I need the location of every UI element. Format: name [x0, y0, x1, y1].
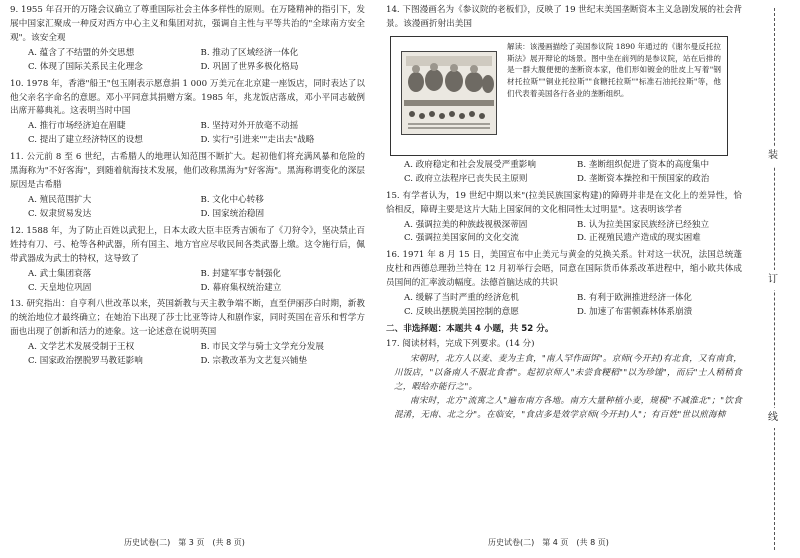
option-c: C. 强调拉美国家间的文化交流: [404, 233, 519, 244]
question-stem: 17. 阅读材料，完成下列要求。(14 分): [386, 338, 535, 349]
option-c: C. 反映出摆脱美国控制的意愿: [404, 307, 519, 318]
option-c: C. 天皇地位巩固: [28, 282, 92, 293]
option-a: A. 殖民范围扩大: [28, 194, 92, 205]
question-15: [386, 190, 742, 247]
option-c: C. 体现了国际关系民主化理念: [28, 61, 143, 72]
binding-char-zhuang: 装: [768, 146, 778, 166]
binding-margin: [752, 0, 792, 558]
option-d: D. 巩固了世界多极化格局: [200, 61, 299, 72]
option-d: D. 国家统治稳固: [200, 208, 265, 219]
option-c: C. 提出了建立经济特区的设想: [28, 135, 143, 146]
material-paragraph: 南宋时，北方"流寓之人"遍布南方各地。南方大量种植小麦，规模"不减淮北"；"饮食混淆，无南、北之分"。在临安，"食店多是效学京师(今开封)人"；有百姓"世以煎海柿: [394, 395, 742, 420]
question-stem: 9. 1955 年召开的万隆会议确立了尊重国际社会主体多样性的原则。在万隆精神的指引下，发展中国家汇聚成一种反对西方中心主义和集团对抗，强调自主性与平等共治的"全球南方安全观"。该安全观: [10, 5, 365, 43]
question-options: [404, 219, 742, 247]
option-b: B. 文化中心转移: [200, 194, 264, 205]
question-16: [386, 249, 742, 320]
right-page-column: [386, 4, 742, 422]
option-a: A. 缓解了当时严重的经济危机: [404, 293, 519, 304]
question-13: [10, 298, 365, 369]
page-footer-left: 历史试卷(二) 第 3 页 (共 8 页): [124, 538, 245, 548]
question-options: [28, 120, 365, 148]
option-c: C. 国家政治摆脱罗马教廷影响: [28, 356, 143, 367]
option-b: B. 推动了区域经济一体化: [200, 47, 299, 58]
question-9: [10, 4, 365, 75]
option-c: C. 政府立法程序已丧失民主原则: [404, 173, 528, 184]
question-stem: 14. 下图漫画名为《参议院的老板们》，反映了 19 世纪末美国垄断资本主义急剧发展的社会背景。该漫画折射出美国: [386, 5, 742, 29]
page-footer-right: 历史试卷(二) 第 4 页 (共 8 页): [488, 538, 609, 548]
question-stem: 15. 有学者认为，19 世纪中期以来"(拉美民族国家构建)的障碍并非是在文化上的差异性，恰恰相反，障碍主要是这片大陆上国家间的文化相同性太过明显"。这表明该学者: [386, 190, 742, 215]
question-stem: 10. 1978 年，香港"船王"包玉刚表示愿意捐 1 000 万美元在北京建一座饭店，同时表达了以他父亲名字命名的意愿。邓小平同意其捐赠方案。1985 年，兆龙饭店落成，邓小平同志破例出席开幕典礼。这表明当时中国: [10, 78, 365, 117]
option-d: D. 实行"引进来""走出去"战略: [200, 135, 315, 146]
left-page-column: [10, 4, 365, 372]
option-a: A. 文学艺术发展受制于王权: [28, 342, 135, 353]
option-a: A. 武士集团衰落: [28, 268, 92, 279]
option-c: C. 奴隶贸易发达: [28, 208, 92, 219]
question-12: [10, 225, 365, 296]
section-heading: 二、非选择题：本题共 4 小题，共 52 分。: [386, 323, 554, 334]
question-options: [404, 159, 742, 187]
binding-char-xian: 线: [768, 408, 778, 428]
question-17: [386, 338, 742, 423]
material-paragraph: 宋朝时，北方人以麦、麦为主食，"南人罕作面饵"。京师(今开封)有北食，又有南食，川饭店，"以备南人不服北食者"。起初京师人"未尝食粳稻""以为珍馐"，而后"士人稍稍食之，暇给亦能行之"。: [394, 353, 742, 392]
senate-bosses-cartoon-drawing: [402, 52, 496, 134]
option-b: B. 有利于欧洲推进经济一体化: [577, 293, 692, 304]
question-11: [10, 151, 365, 222]
option-d: D. 幕府集权统治建立: [200, 282, 282, 293]
option-d: D. 宗教改革为文艺复兴铺垫: [200, 356, 308, 367]
cartoon-figure: [390, 36, 728, 156]
question-stem: 12. 1588 年，为了防止百姓以武犯上，日本太政大臣丰臣秀吉颁布了《刀狩令》，坚决禁止百姓持有刀、弓、枪等各种武器，所有国主、地方官应尽收民间各类武器上缴。这令施行后，佩带武器成为武士的特权，这导致了: [10, 225, 365, 264]
cartoon-caption: 解读：该漫画描绘了美国参议院 1890 年通过的《谢尔曼反托拉斯法》展开辩论的场景。图中坐在前列的是参议院，站在后排的是一群大腹便便的垄断资本家，他们形如镀金的肚皮上写着"钢材托拉斯""铜业托拉斯""食糖托拉斯""标准石油托拉斯"等，他们代表着美国各行各业的垄断组织。: [507, 41, 721, 98]
question-14: [386, 4, 742, 187]
question-10: [10, 78, 365, 149]
question-options: [28, 194, 365, 222]
question-options: [28, 47, 365, 75]
option-a: A. 强调拉美的种族歧视极深蒂固: [404, 219, 528, 230]
option-b: B. 封建军事专制强化: [200, 268, 282, 279]
cartoon-image: [401, 51, 497, 135]
option-d: D. 加速了布雷顿森林体系崩溃: [577, 307, 693, 318]
question-options: [404, 292, 742, 320]
question-options: [28, 341, 365, 369]
question-stem: 16. 1971 年 8 月 15 日，美国宣布中止美元与黄金的兑换关系。针对这一状况，法国总统蓬皮杜和西德总理勃兰特在 12 月初举行会晤，同意在国际货币体系改革进程中，缩小欧共体成员国间的汇率波动幅度。法德首脑达成的共识: [386, 250, 742, 289]
option-d: D. 垄断资本操控和干预国家的政治: [577, 173, 710, 184]
option-b: B. 市民文学与骑士文学充分发展: [200, 342, 324, 353]
option-a: A. 政府稳定和社会发展受严重影响: [404, 159, 536, 170]
question-stem: 13. 研究指出：自亨利八世改革以来，英国新教与天主教争端不断，直至伊丽莎白时期，新教的统治地位才最终确立；在她治下出现了莎士比亚等诗人和剧作家，同时英国在音乐和哲学方面也出现了创新和活力的迹象。这一论述意在说明英国: [10, 299, 365, 338]
binding-char-ding: 订: [768, 270, 778, 290]
option-b: B. 垄断组织促进了资本的高度集中: [577, 159, 710, 170]
option-a: A. 蕴含了不结盟的外交思想: [28, 47, 135, 58]
question-options: [28, 268, 365, 296]
option-a: A. 推行市场经济迫在眉睫: [28, 121, 126, 132]
option-b: B. 坚持对外开放毫不动摇: [200, 121, 299, 132]
question-stem: 11. 公元前 8 至 6 世纪，古希腊人的地理认知范围不断扩大。起初他们将充满风暴和危险的黑海称为"不好客海"，到随着航海技术发展，他们改称黑海为"好客海"。黑海称谓变化的深层原因是古希腊: [10, 152, 365, 191]
option-b: B. 认为拉美国家民族经济已经独立: [577, 219, 710, 230]
option-d: D. 正视殖民遗产造成的现实困难: [577, 233, 701, 244]
